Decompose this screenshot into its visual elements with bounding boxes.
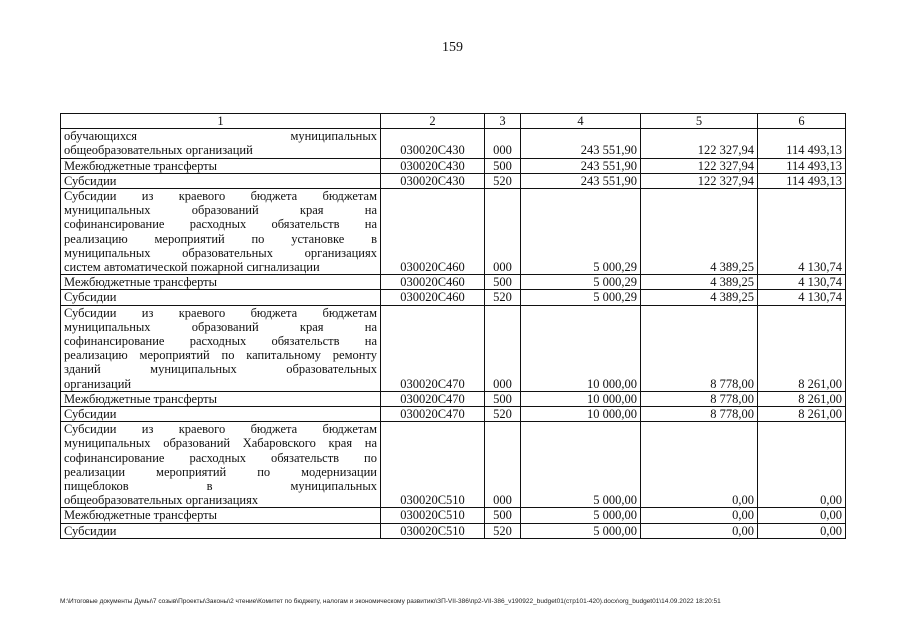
description-line: Межбюджетные трансферты [64, 391, 218, 406]
column-header-6: 6 [758, 114, 846, 129]
row-description [61, 508, 381, 523]
table-row [61, 129, 846, 158]
description-line: Межбюджетные трансферты [64, 275, 218, 290]
target-article-code: 030020С430 [381, 158, 485, 173]
table-row [61, 275, 846, 290]
amount-col5: 8 778,00 [641, 391, 758, 406]
description-line: Субсидии [64, 290, 117, 305]
expense-type-code: 000 [485, 189, 521, 275]
table-header-row [61, 114, 846, 129]
amount-col6: 8 261,00 [758, 305, 846, 391]
row-description [61, 391, 381, 406]
description-line: муниципальных образований Хабаровского края на [64, 436, 377, 451]
expense-type-code: 000 [485, 305, 521, 391]
row-description [61, 407, 381, 422]
amount-col5: 122 327,94 [641, 173, 758, 188]
description-line: Межбюджетные трансферты [64, 158, 218, 173]
amount-col6: 8 261,00 [758, 391, 846, 406]
description-line: обучающихся муниципальных [64, 129, 377, 144]
row-description [61, 422, 381, 508]
amount-col4: 243 551,90 [521, 158, 641, 173]
column-header-5: 5 [641, 114, 758, 129]
amount-col4: 243 551,90 [521, 173, 641, 188]
description-line: реализацию мероприятий по установке в [64, 231, 377, 246]
target-article-code: 030020С430 [381, 129, 485, 158]
amount-col4: 5 000,00 [521, 422, 641, 508]
row-description [61, 129, 381, 158]
target-article-code: 030020С460 [381, 189, 485, 275]
amount-col6: 114 493,13 [758, 173, 846, 188]
description-line: муниципальных образований края на [64, 203, 377, 218]
target-article-code: 030020С510 [381, 508, 485, 523]
description-line: муниципальных образовательных организациях [64, 245, 377, 260]
expense-type-code: 000 [485, 422, 521, 508]
amount-col5: 8 778,00 [641, 407, 758, 422]
amount-col5: 0,00 [641, 422, 758, 508]
expense-type-code: 520 [485, 290, 521, 305]
page-number: 159 [442, 40, 463, 55]
amount-col6: 4 130,74 [758, 275, 846, 290]
amount-col4: 5 000,00 [521, 508, 641, 523]
table-row [61, 305, 846, 391]
amount-col4: 243 551,90 [521, 129, 641, 158]
column-header-3: 3 [485, 114, 521, 129]
description-line: Субсидии из краевого бюджета бюджетам [64, 305, 377, 320]
amount-col6: 4 130,74 [758, 290, 846, 305]
amount-col6: 0,00 [758, 523, 846, 538]
target-article-code: 030020С460 [381, 290, 485, 305]
target-article-code: 030020С470 [381, 391, 485, 406]
amount-col4: 10 000,00 [521, 305, 641, 391]
table-row [61, 158, 846, 173]
expense-type-code: 500 [485, 391, 521, 406]
amount-col4: 5 000,29 [521, 189, 641, 275]
target-article-code: 030020С510 [381, 422, 485, 508]
column-header-1: 1 [61, 114, 381, 129]
row-description [61, 275, 381, 290]
column-header-2: 2 [381, 114, 485, 129]
description-line: общеобразовательных организаций [64, 143, 253, 158]
expense-type-code: 000 [485, 129, 521, 158]
expense-type-code: 500 [485, 508, 521, 523]
table-row [61, 407, 846, 422]
amount-col5: 4 389,25 [641, 290, 758, 305]
expense-type-code: 520 [485, 173, 521, 188]
description-line: общеобразовательных организациях [64, 493, 259, 508]
column-header-4: 4 [521, 114, 641, 129]
description-line: софинансирование расходных обязательств на [64, 217, 377, 232]
budget-table [60, 113, 846, 539]
row-description [61, 305, 381, 391]
row-description [61, 189, 381, 275]
description-line: софинансирование расходных обязательств на [64, 334, 377, 349]
amount-col4: 5 000,00 [521, 523, 641, 538]
target-article-code: 030020С510 [381, 523, 485, 538]
table-row [61, 391, 846, 406]
amount-col5: 4 389,25 [641, 275, 758, 290]
amount-col6: 0,00 [758, 422, 846, 508]
description-line: Субсидии [64, 407, 117, 422]
amount-col6: 4 130,74 [758, 189, 846, 275]
expense-type-code: 520 [485, 523, 521, 538]
row-description [61, 158, 381, 173]
description-line: систем автоматической пожарной сигнализации [64, 260, 320, 275]
row-description [61, 523, 381, 538]
description-line: реализацию мероприятий по капитальному ремонту [64, 348, 377, 363]
description-line: Субсидии [64, 523, 117, 538]
target-article-code: 030020С470 [381, 305, 485, 391]
description-line: муниципальных образований края на [64, 319, 377, 334]
description-line: организаций [64, 376, 132, 391]
target-article-code: 030020С430 [381, 173, 485, 188]
amount-col5: 122 327,94 [641, 129, 758, 158]
description-line: Субсидии [64, 173, 117, 188]
description-line: Субсидии из краевого бюджета бюджетам [64, 189, 377, 204]
amount-col5: 0,00 [641, 523, 758, 538]
description-line: зданий муниципальных образовательных [64, 362, 377, 377]
table-row [61, 173, 846, 188]
expense-type-code: 500 [485, 275, 521, 290]
amount-col4: 5 000,29 [521, 290, 641, 305]
amount-col5: 4 389,25 [641, 189, 758, 275]
amount-col5: 8 778,00 [641, 305, 758, 391]
amount-col5: 122 327,94 [641, 158, 758, 173]
description-line: Межбюджетные трансферты [64, 508, 218, 523]
description-line: софинансирование расходных обязательств по [64, 450, 377, 465]
amount-col4: 5 000,29 [521, 275, 641, 290]
footer-file-path: M:\Итоговые документы Думы\7 созыв\Проекты\Законы\2 чтение\Комитет по бюджету, налогам и экономическому развитию\ЗП-VII-386\пр2-VII-386_v190922_budget01(стр101-420).docx\org_budget01\14.09.2022 18:20:51 [60, 598, 721, 605]
amount-col4: 10 000,00 [521, 407, 641, 422]
table-row [61, 290, 846, 305]
expense-type-code: 500 [485, 158, 521, 173]
amount-col6: 0,00 [758, 508, 846, 523]
description-line: пищеблоков в муниципальных [64, 479, 377, 494]
amount-col5: 0,00 [641, 508, 758, 523]
description-line: Субсидии из краевого бюджета бюджетам [64, 422, 377, 437]
target-article-code: 030020С470 [381, 407, 485, 422]
row-description [61, 290, 381, 305]
table-row [61, 422, 846, 508]
table-row [61, 189, 846, 275]
row-description [61, 173, 381, 188]
expense-type-code: 520 [485, 407, 521, 422]
target-article-code: 030020С460 [381, 275, 485, 290]
amount-col6: 8 261,00 [758, 407, 846, 422]
amount-col6: 114 493,13 [758, 158, 846, 173]
amount-col4: 10 000,00 [521, 391, 641, 406]
amount-col6: 114 493,13 [758, 129, 846, 158]
table-row [61, 523, 846, 538]
table-row [61, 508, 846, 523]
description-line: реализации мероприятий по модернизации [64, 464, 377, 479]
table-body [61, 129, 846, 539]
